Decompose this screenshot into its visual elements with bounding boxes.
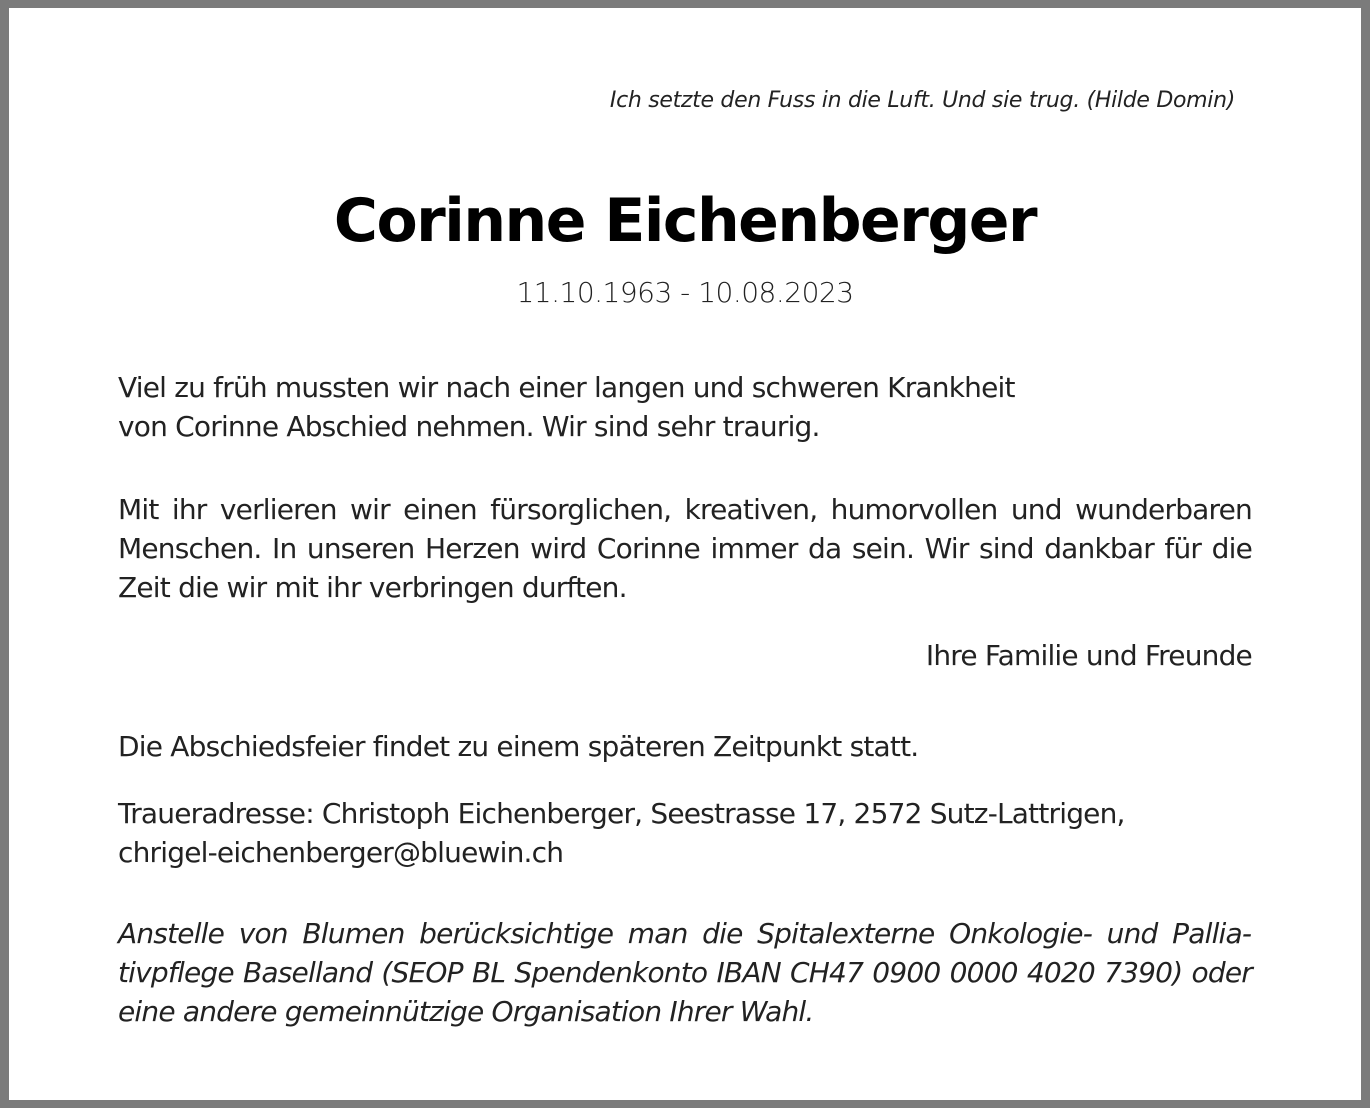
mourning-address [118,794,1252,872]
ceremony-note [118,727,1252,766]
paragraph-farewell-line-2: von Corinne Abschied nehmen. Wir sind sehr traurig. [118,410,820,443]
paragraph-tribute: Mit ihr verlieren wir einen fürsorglichen, kreativen, humorvollen und wunderbaren Menschen. In unseren Herzen wird Corinne immer da sein. Wir sind dankbar für die Zeit die wir mit ihr verbringen durften. [118,493,1252,604]
obituary-notice [9,8,1361,1100]
life-dates: 11.10.1963 - 10.08.2023 [516,276,854,309]
mourning-address-email: chrigel-eichenberger@bluewin.ch [118,836,564,869]
mourning-address-line-1: Traueradresse: Christoph Eichenberger, Seestrasse 17, 2572 Sutz-Lattrigen, [118,797,1125,830]
donation-note: Anstelle von Blumen berücksichtige man die Spitalexterne Onkologie- und Palliativpflege Baselland (SEOP BL Spendenkonto IBAN CH47 0900 0000 4020 7390) oder eine andere gemeinnützige Organisation Ihrer Wahl. [118,917,1252,1028]
deceased-name: Corinne Eichenberger [333,186,1037,256]
paragraph-farewell [118,368,1252,446]
signature: Ihre Familie und Freunde [925,639,1252,672]
paragraph-farewell-line-1: Viel zu früh mussten wir nach einer langen und schweren Krankheit [118,371,1015,404]
quote: Ich setzte den Fuss in die Luft. Und sie trug. (Hilde Domin) [609,88,1235,113]
ceremony-note-text: Die Abschiedsfeier findet zu einem späteren Zeitpunkt statt. [118,730,919,763]
